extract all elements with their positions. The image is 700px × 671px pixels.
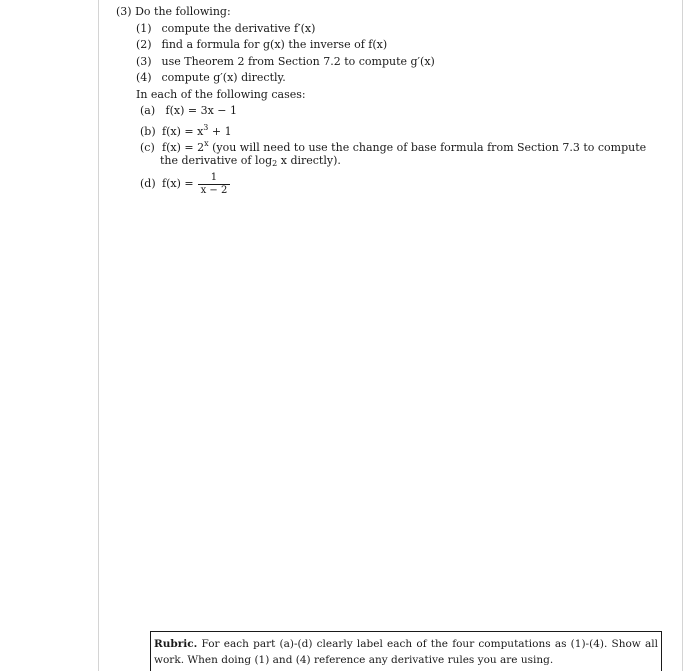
step-3 xyxy=(116,54,636,71)
step-4 xyxy=(116,70,636,87)
case-formula-rest: (you will need to use the change of base formula from Section 7.3 to compute xyxy=(208,141,647,154)
rubric-text: For each part (a)-(d) clearly label each of the four computations as (1)-(4). Show all work. When doing (1) and (4) reference any derivative rules you are using. xyxy=(154,638,658,666)
case-formula-rest: + 1 xyxy=(208,124,232,138)
rubric-label: Rubric. xyxy=(154,638,198,650)
case-number: (b) xyxy=(140,124,156,138)
case-exponent: 3 xyxy=(203,122,209,132)
case-c-cont-pre: the derivative of log xyxy=(160,153,273,167)
case-formula-lhs: f(x) = 2 xyxy=(162,141,205,154)
step-number: (2) xyxy=(136,38,152,51)
fraction-numerator: 1 xyxy=(210,171,218,183)
case-c-cont-post: x directly). xyxy=(277,153,341,167)
case-c xyxy=(116,136,647,154)
case-exponent: x xyxy=(204,139,209,148)
fraction-denominator: x − 2 xyxy=(198,184,231,197)
case-a xyxy=(116,103,636,120)
rubric-box xyxy=(150,631,662,671)
case-number: (a) xyxy=(140,104,156,117)
problem-number: (3) xyxy=(116,5,132,18)
step-text: use Theorem 2 from Section 7.2 to compute g′(x) xyxy=(161,54,435,68)
problem-header xyxy=(116,4,636,21)
case-c-continuation xyxy=(116,153,636,170)
step-text: compute the derivative f′(x) xyxy=(161,21,316,35)
step-2 xyxy=(116,37,636,54)
problem-intro: Do the following: xyxy=(135,5,231,18)
step-text: compute g′(x) directly. xyxy=(161,71,286,84)
cases-intro: In each of the following cases: xyxy=(136,87,306,101)
problem-3 xyxy=(116,4,647,199)
fraction xyxy=(198,172,231,197)
case-b xyxy=(116,120,636,137)
case-formula-lhs: f(x) = xyxy=(162,176,194,190)
case-number: (c) xyxy=(140,141,155,154)
step-text: find a formula for g(x) the inverse of f(x) xyxy=(161,38,388,51)
step-1 xyxy=(116,21,636,38)
step-number: (3) xyxy=(136,54,152,68)
step-number: (4) xyxy=(136,71,152,84)
case-d xyxy=(116,169,636,199)
case-formula: f(x) = 3x − 1 xyxy=(165,104,237,117)
case-number: (d) xyxy=(140,176,156,190)
case-formula-lhs: f(x) = x xyxy=(162,124,204,138)
log-base: 2 xyxy=(272,158,278,168)
step-number: (1) xyxy=(136,21,152,35)
